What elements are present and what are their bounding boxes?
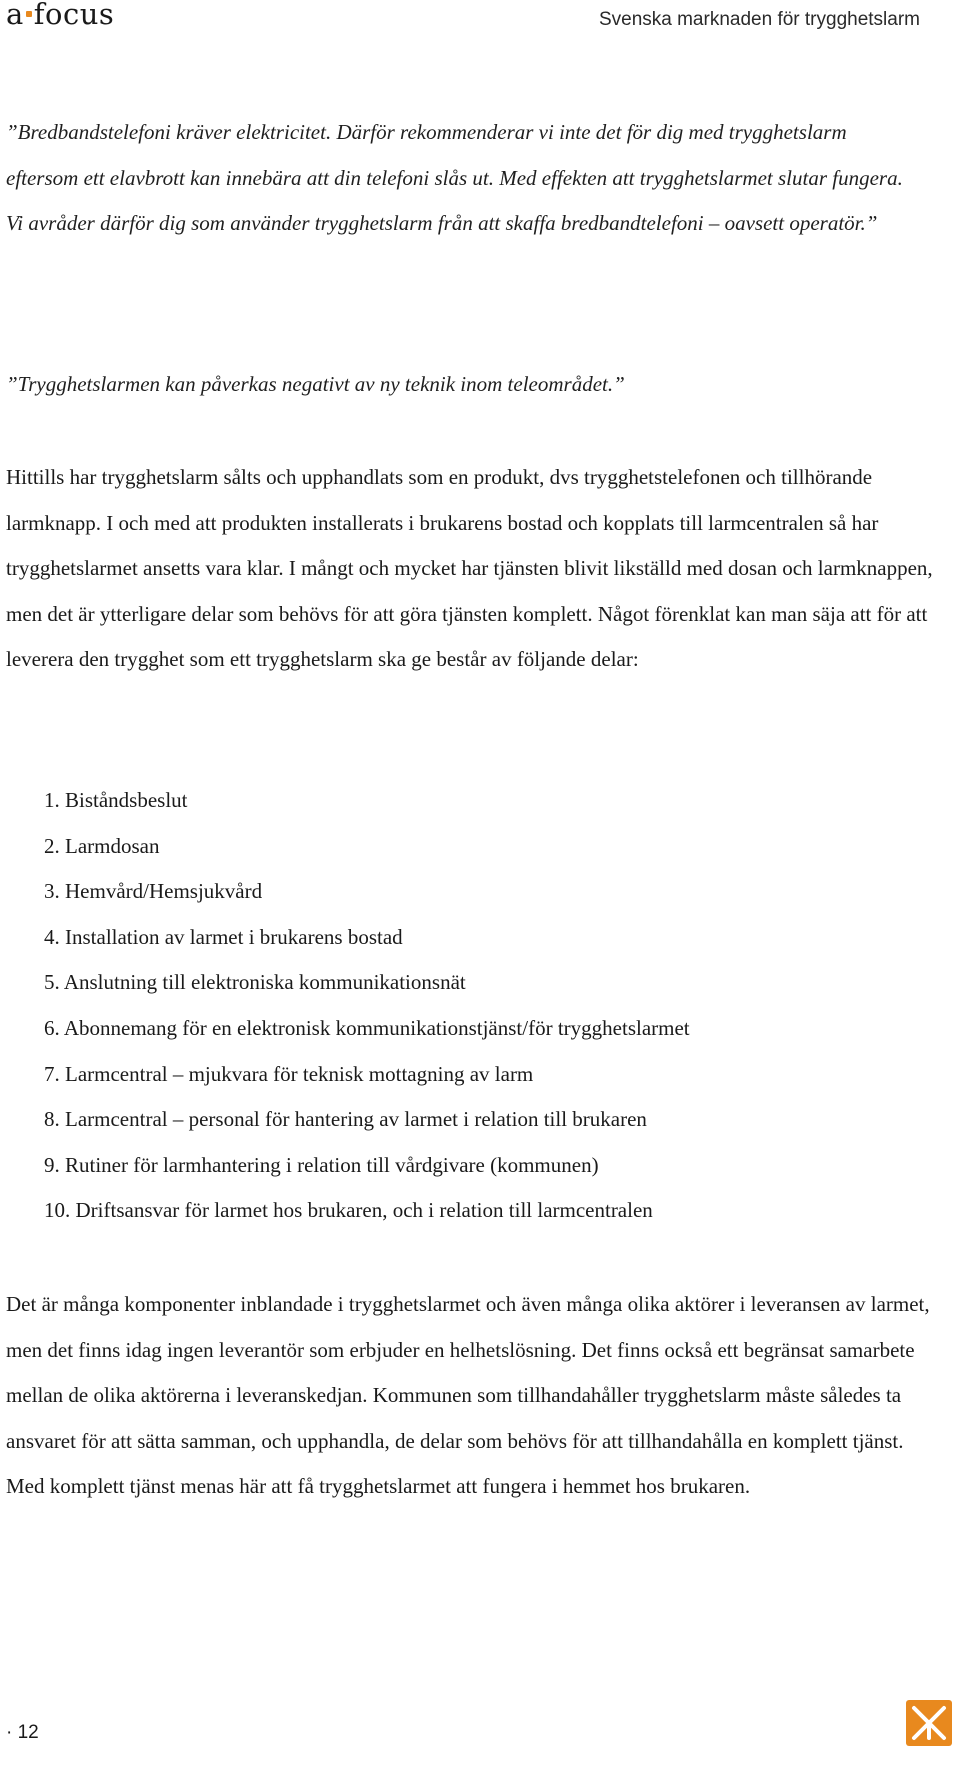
list-item: 2. Larmdosan bbox=[44, 833, 160, 858]
document-title: Svenska marknaden för trygghetslarm bbox=[598, 9, 920, 30]
page-number: · 12 bbox=[6, 1722, 39, 1743]
quote-trygghetslarm: ”Trygghetslarmen kan påverkas negativt av ny teknik inom teleområdet.” bbox=[6, 372, 625, 396]
list-item: 7. Larmcentral – mjukvara för teknisk mottagning av larm bbox=[44, 1061, 534, 1086]
quote-bredband: ”Bredbandstelefoni kräver elektricitet. Därför rekommenderar vi inte det för dig med trygghetslarm eftersom ett elavbrott kan innebära att din telefoni slås ut. Med effekten att trygghetslarmet slutar fungera. Vi avråder därför dig som använder trygghetslarm från att skaffa bredbandtelefoni – oavsett operatör.” bbox=[6, 120, 903, 235]
logo-text-right: focus bbox=[33, 0, 115, 31]
paragraph-conclusion: Det är många komponenter inblandade i trygghetslarmet och även många olika aktörer i leveransen av larmet, men det finns idag ingen leverantör som erbjuder en helhetslösning. Det finns också ett begränsat samarbete mellan de olika aktörerna i leveranskedjan. Kommunen som tillhandahåller trygghetslarm måste således ta ansvaret för att sätta samman, och upphandla, de delar som behövs för att tillhandahålla en komplett tjänst. Med komplett tjänst menas här att få trygghetslarmet att fungera i hemmet hos brukaren. bbox=[6, 1292, 930, 1498]
logo-dot-icon bbox=[26, 11, 32, 17]
logo-text-left: a bbox=[6, 0, 24, 31]
list-item: 1. Biståndsbeslut bbox=[44, 788, 188, 812]
paragraph-intro: Hittills har trygghetslarm sålts och upphandlats som en produkt, dvs trygghetstelefonen och tillhörande larmknapp. I och med att produkten installerats i brukarens bostad och kopplats till larmcentralen så har trygghetslarmet ansetts vara klar. I mångt och mycket har tjänsten blivit likställd med dosan och larmknappen, men det är ytterligare delar som behövs för att göra tjänsten komplett. Något förenklat kan man säja att för att leverera den trygghet som ett trygghetslarm ska ge består av följande delar: bbox=[6, 465, 933, 671]
list-item: 6. Abonnemang för en elektronisk kommunikationstjänst/för trygghetslarmet bbox=[44, 1015, 690, 1040]
list-item: 8. Larmcentral – personal för hantering av larmet i relation till brukaren bbox=[44, 1107, 647, 1132]
list-item: 3. Hemvård/Hemsjukvård bbox=[44, 879, 263, 904]
list-item: 4. Installation av larmet i brukarens bostad bbox=[44, 924, 403, 949]
components-list bbox=[44, 778, 690, 1234]
list-item: 9. Rutiner för larmhantering i relation till vårdgivare (kommunen) bbox=[44, 1152, 599, 1177]
list-item: 5. Anslutning till elektroniska kommunikationsnät bbox=[44, 970, 466, 995]
afocus-logo bbox=[6, 0, 114, 32]
page-header bbox=[6, 0, 920, 40]
afocus-mark-icon bbox=[906, 1700, 952, 1746]
list-item: 10. Driftsansvar för larmet hos brukaren, och i relation till larmcentralen bbox=[44, 1198, 653, 1223]
